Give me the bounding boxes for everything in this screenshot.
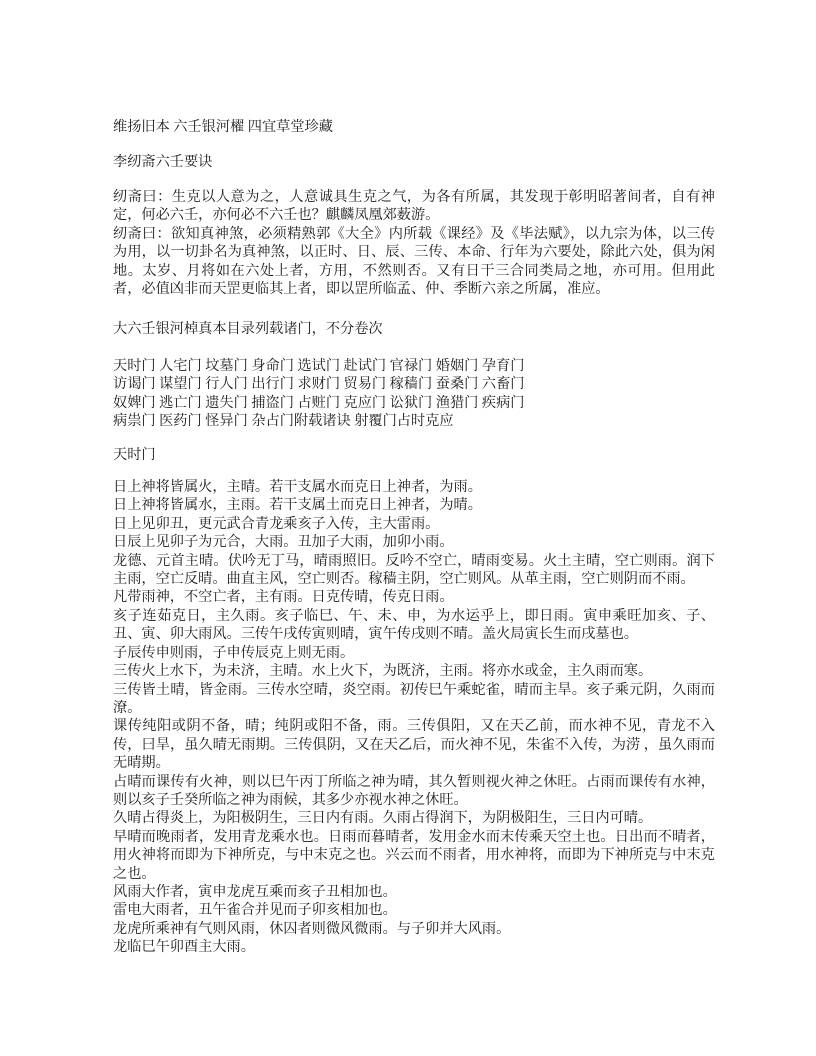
rule-paragraph: 龙虎所乘神有气则风雨，休囚者则微风微雨。与子卯并大风雨。 xyxy=(113,920,511,937)
rule-paragraph: 三传皆土晴，皆金雨。三传水空晴，炎空雨。初传巳午乘蛇雀，晴而主旱。亥子乘元阴，久雨而潦。 xyxy=(113,681,715,716)
rule-paragraph: 雷电大雨者，丑午雀合并见而子卯亥相加也。 xyxy=(113,902,397,919)
rule-paragraph: 子辰传申则雨，子申传辰克上则无雨。 xyxy=(113,644,355,661)
rule-paragraph: 风雨大作者，寅申龙虎互乘而亥子丑相加也。 xyxy=(113,883,397,900)
toc-row: 访谒门 谋望门 行人门 出行门 求财门 贸易门 稼穑门 蚕桑门 六畜门 xyxy=(113,376,525,393)
rule-paragraph: 久晴占得炎上，为阳极阴生，三日内有雨。久雨占得润下，为阴极阳生，三日内可晴。 xyxy=(113,810,653,827)
rule-paragraph: 三传火上水下，为未济，主晴。水上火下，为既济，主雨。将亦水或金，主久雨而寒。 xyxy=(113,663,653,680)
rule-paragraph: 日辰上见卯子为元合，大雨。丑加子大雨，加卯小雨。 xyxy=(113,534,454,551)
preface-paragraph: 纫斋曰：欲知真神煞，必须精熟郭《大全》内所载《课经》及《毕法赋》，以九宗为体，以三传为用，以一切卦名为真神煞，以正时、日、辰、三传、本命、行年为六要处，除此六处，俱为闲地。太岁、月将如在六处上者，方用，不然则否。又有日干三合同类局之地，亦可用。但用此者，必值凶非而天罡更临其上者，即以罡所临孟、仲、季断六亲之所属，准应。 xyxy=(113,225,715,298)
section-heading: 天时门 xyxy=(113,447,156,464)
rule-paragraph: 日上见卯丑，更元武合青龙乘亥子入传，主大雷雨。 xyxy=(113,515,440,532)
edition-line: 维扬旧本 六壬银河櫂 四宜草堂珍藏 xyxy=(113,119,333,135)
book-title: 李纫斋六壬要诀 xyxy=(113,154,213,170)
rule-paragraph: 龙临巳午卯酉主大雨。 xyxy=(113,939,255,956)
table-of-contents xyxy=(113,357,715,431)
rule-paragraph: 课传纯阳或阴不备，晴；纯阴或阳不备，雨。三传俱阳，又在天乙前，而水神不见，青龙不入传，曰旱，虽久晴无雨期。三传俱阴，又在天乙后，而火神不见，朱雀不入传，为涝 ，虽久雨而无晴期。 xyxy=(113,718,715,772)
rules-list xyxy=(113,478,715,957)
rule-paragraph: 早晴而晚雨者，发用青龙乘水也。日雨而暮晴者，发用金水而末传乘天空土也。日出而不晴者，用火神将而即为下神所克，与中末克之也。兴云而不雨者，用水神将，而即为下神所克与中末克之也。 xyxy=(113,828,715,882)
rule-paragraph: 龙德、元首主晴。伏吟无丁马，晴雨照旧。反吟不空亡，晴雨变易。火土主晴，空亡则雨。润下主雨，空亡反晴。曲直主风，空亡则否。稼穑主阴，空亡则风。从革主雨，空亡则阴而不雨。 xyxy=(113,552,715,588)
rule-paragraph: 日上神将皆属水，主雨。若干支属土而克日上神者，为晴。 xyxy=(113,497,482,514)
toc-row: 奴婢门 逃亡门 遗失门 捕盗门 占赃门 克应门 讼狱门 渔猎门 疾病门 xyxy=(113,394,525,411)
toc-row: 病祟门 医药门 怪异门 杂占门附载诸诀 射覆门占时克应 xyxy=(113,413,454,430)
rule-paragraph: 凡带雨神，不空亡者，主有雨。日克传晴，传克日雨。 xyxy=(113,589,454,606)
rule-paragraph: 日上神将皆属火，主晴。若干支属水而克日上神者，为雨。 xyxy=(113,479,482,496)
toc-heading: 大六壬银河棹真本目录列载诸门，不分卷次 xyxy=(113,321,383,338)
toc-row: 天时门 人宅门 坟墓门 身命门 选试门 赴试门 官禄门 婚姻门 孕育门 xyxy=(113,358,525,375)
rule-paragraph: 占晴而课传有火神，则以巳午丙丁所临之神为晴，其久暂则视火神之休旺。占雨而课传有水神，则以亥子壬癸所临之神为雨候，其多少亦视水神之休旺。 xyxy=(113,773,715,808)
rule-paragraph: 亥子连茹克日，主久雨。亥子临巳、午、未、申，为水运乎上，即日雨。寅申乘旺加亥、子、丑、寅、卯大雨风。三传午戌传寅则晴，寅午传戌则不晴。盖火局寅长生而戌墓也。 xyxy=(113,607,715,643)
preface-paragraph: 纫斋曰：生克以人意为之，人意诚具生克之气，为各有所属，其发现于彰明昭著间者，自有神定，何必六壬，亦何必不六壬也？麒麟凤凰郊薮游。 xyxy=(113,189,715,224)
